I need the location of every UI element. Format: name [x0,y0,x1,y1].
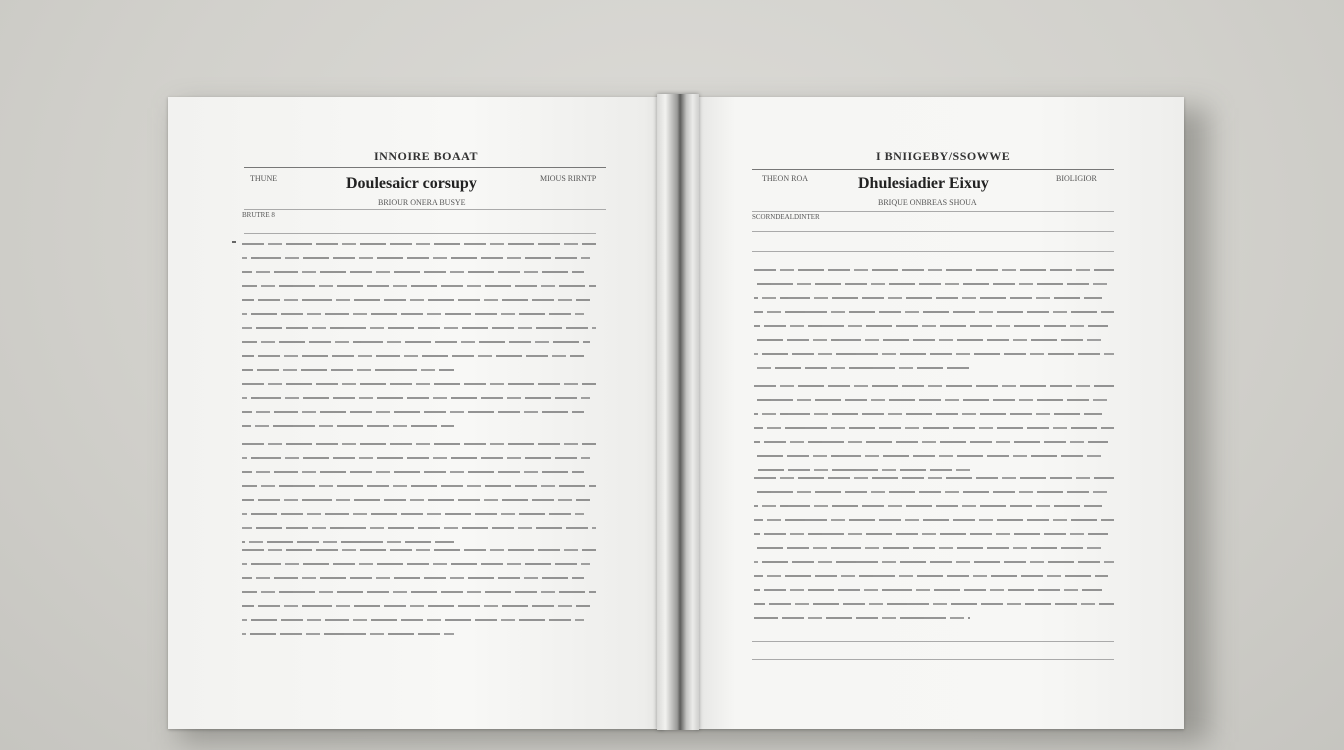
text-line [754,575,1108,577]
right-meta-left: THEON ROA [762,174,808,183]
text-line [242,285,596,287]
text-line [242,369,454,371]
text-line [242,411,584,413]
left-header-rule [244,167,606,168]
text-line [754,311,1114,313]
right-byline-rule [752,211,1114,212]
left-meta-left: THUNE [250,174,278,183]
text-line [242,619,584,621]
text-line [242,397,590,399]
text-line [754,469,970,471]
text-line [754,617,970,619]
text-line [242,313,584,315]
right-footer-rule [752,641,1114,642]
text-line [754,297,1102,299]
text-line [242,513,584,515]
text-line [754,385,1114,387]
text-line [754,547,1102,549]
left-bullet [232,241,236,243]
text-line [242,425,454,427]
text-line [242,457,590,459]
text-line [242,327,596,329]
right-page-title: Dhulesiadier Eixuy [858,175,989,192]
right-page [696,97,1184,729]
book-spine [657,94,699,730]
text-line [754,353,1114,355]
text-line [242,485,596,487]
right-header-rule [752,169,1114,170]
left-section-rule [244,233,596,234]
right-byline: BRIQUE ONBREAS SHOUA [878,198,977,207]
text-line [754,413,1102,415]
text-line [754,455,1102,457]
text-line [754,269,1114,271]
text-line [754,441,1108,443]
text-line [754,561,1114,563]
text-line [754,325,1108,327]
text-line [242,577,584,579]
text-line [242,499,590,501]
right-section-rule-2 [752,251,1114,252]
right-footer-rule-2 [752,659,1114,660]
left-section-label: BRUTRE 8 [242,211,275,219]
text-line [242,355,584,357]
text-line [754,519,1114,521]
text-line [242,257,590,259]
right-page-header: I BNIIGEBY/SSOWWE [876,149,1011,163]
text-line [242,341,590,343]
text-line [754,477,1114,479]
text-line [242,591,596,593]
left-meta-right: MIOUS RIRNTP [540,174,597,183]
text-line [754,339,1102,341]
text-line [242,563,590,565]
text-line [242,383,596,385]
text-line [242,243,596,245]
left-page [168,97,664,729]
text-line [242,271,584,273]
text-line [754,399,1108,401]
text-line [242,605,590,607]
left-page-title: Doulesaicr corsupy [346,175,477,192]
text-line [242,549,596,551]
text-line [754,283,1108,285]
left-byline-rule [244,209,606,210]
text-line [242,471,584,473]
text-line [754,505,1102,507]
text-line [242,633,454,635]
text-line [754,589,1102,591]
left-page-header: INNOIRE BOAAT [374,149,478,163]
text-line [754,491,1108,493]
right-section-label: SCORNDEALDINTER [752,213,820,221]
text-line [754,427,1114,429]
text-line [242,527,596,529]
right-section-rule [752,231,1114,232]
left-byline: BRIOUR ONERA BUSYE [378,198,466,207]
text-line [754,603,1114,605]
right-meta-right: BIOLIGIOR [1056,174,1097,183]
text-line [242,443,596,445]
text-line [754,533,1108,535]
text-line [242,299,590,301]
text-line [242,541,454,543]
text-line [754,367,970,369]
